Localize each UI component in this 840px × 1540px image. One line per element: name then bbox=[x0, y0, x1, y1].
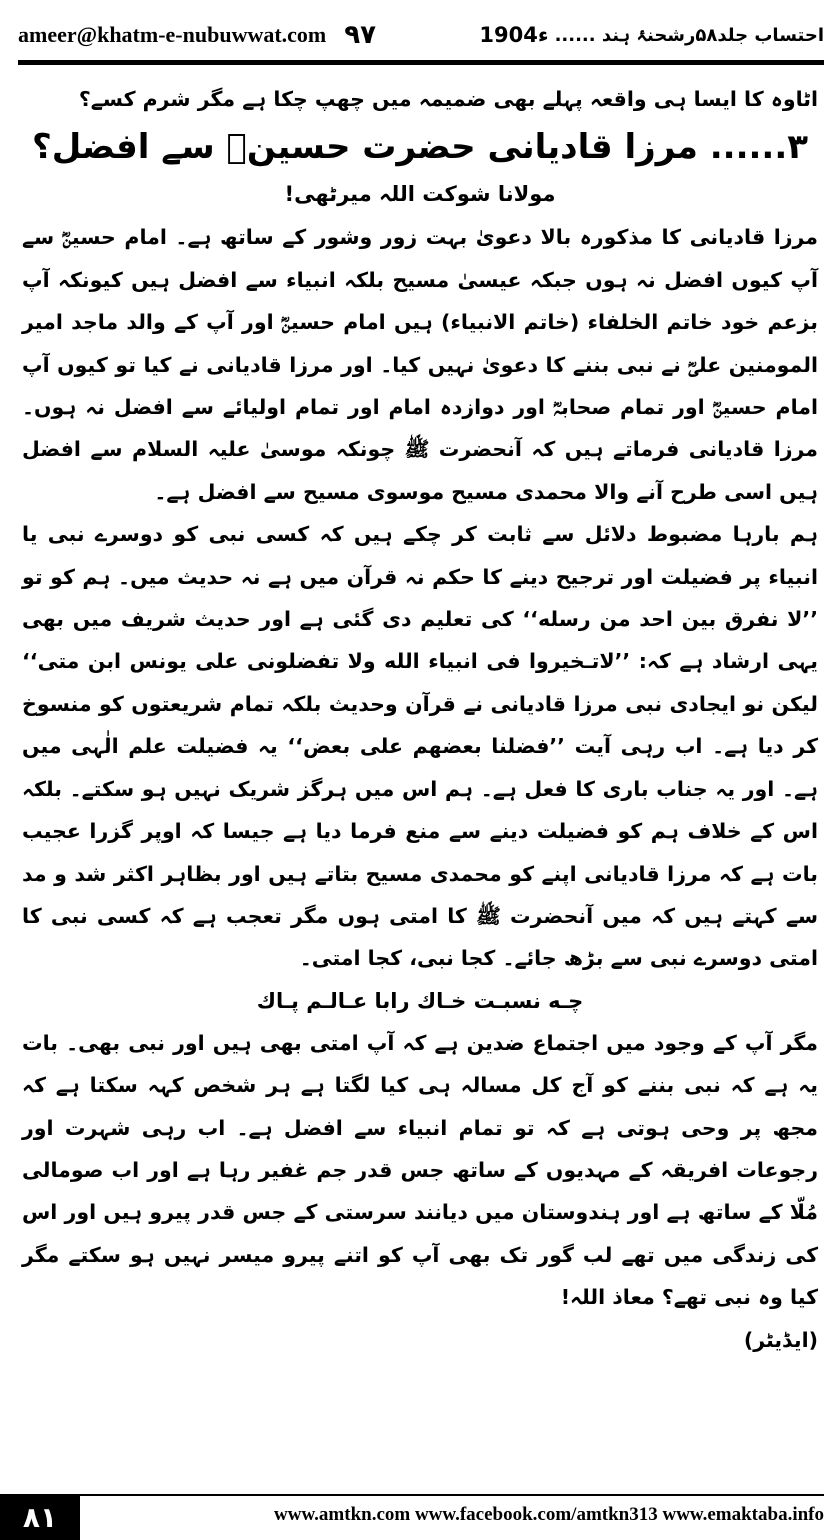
paragraph-1: مرزا قادیانی کا مذکورہ بالا دعویٰ بہت زور وشور کے ساتھ ہے۔ امام حسینؓ سے آپ کیوں افضل نہ ہوں جبکہ عیسیٰ مسیح بلکہ انبیاء سے افضل ہیں کیونکہ آپ بزعم خود خاتم الخلفاء (خاتم الانبیاء) ہیں امام حسینؓ اور آپ کے والد ماجد امیر المومنین علیؓ نے نبی بننے کا دعویٰ نہیں کیا۔ اور مرزا قادیانی نے کیا تو کیوں آپ امام حسینؓ اور تمام صحابہؓ اور دوازدہ امام اور تمام اولیائے سے افضل نہ ہوں۔ مرزا قادیانی فرماتے ہیں کہ آنحضرت ﷺ چونکہ موسیٰ علیہ السلام سے افضل ہیں اسی طرح آنے والا محمدی مسیح موسوی مسیح سے افضل ہے۔ bbox=[22, 225, 818, 504]
editor-signoff: (ایڈیٹر) bbox=[743, 1327, 818, 1352]
paragraph-2: ہم بارہا مضبوط دلائل سے ثابت کر چکے ہیں کہ کسی نبی کو دوسرے نبی یا انبیاء پر فضیلت اور ترجیح دینے کا حکم نہ قرآن میں ہے نہ حدیث میں۔ ہم کو تو ’’لا نفرق بين احد من رسله‘‘ کی تعلیم دی گئی ہے اور حدیث شریف میں بھی یہی ارشاد ہے کہ: ’’لاتـخيروا فی انبياء الله ولا تفضلونی علی يونس ابن متی‘‘ لیکن نو ایجادی نبی مرزا قادیانی نے قرآن وحدیث بلکہ تمام شریعتوں کو منسوخ کر دیا ہے۔ اب رہی آیت ’’فضلنا بعضهم علی بعض‘‘ یہ فضیلت علم الٰہی میں ہے۔ اور یہ جناب باری کا فعل ہے۔ ہم اس میں ہرگز شریک نہیں ہو سکتے۔ بلکہ اس کے خلاف ہم کو فضیلت دینے سے منع فرما دیا ہے جیسا کہ اوپر گزرا عجیب بات ہے کہ مرزا قادیانی اپنے کو محمدی مسیح بتاتے ہیں اور بظاہر اکثر شد و مد سے کہتے ہیں کہ میں آنحضرت ﷺ کا امتی ہوں مگر تعجب ہے کہ کسی نبی کا امتی دوسرے نبی سے بڑھ جائے۔ کجا نبی، کجا امتی۔ bbox=[22, 522, 818, 971]
header-volume-title: احتساب جلد۵۸رشحنۂ ہند ...... bbox=[554, 24, 824, 46]
article-heading: ۳...... مرزا قادیانی حضرت حسینؓ سے افضل؟ bbox=[31, 127, 809, 168]
page-header bbox=[18, 14, 824, 56]
article-byline: مولانا شوکت اللہ میرٹھی! bbox=[284, 182, 556, 207]
persian-verse: چـه نسبـت خـاك رابا عـالـم پـاك bbox=[256, 988, 584, 1013]
header-email: ameer@khatm-e-nubuwwat.com bbox=[18, 22, 327, 47]
footer-page-number: ۸۱ bbox=[0, 1494, 80, 1540]
header-year: 1904ء bbox=[479, 23, 549, 47]
intro-line: اٹاوہ کا ایسا ہی واقعہ پہلے بھی ضمیمہ میں چھپ چکا ہے مگر شرم کسے؟ bbox=[78, 87, 818, 111]
footer-rule bbox=[80, 1494, 824, 1496]
article-body bbox=[22, 78, 818, 1361]
header-rule bbox=[18, 60, 824, 65]
page-footer bbox=[0, 1490, 840, 1540]
header-running-title bbox=[479, 23, 824, 47]
header-page-number: ۹۷ bbox=[344, 20, 377, 50]
paragraph-3: مگر آپ کے وجود میں اجتماع ضدین ہے کہ آپ امتی بھی ہیں اور نبی بھی۔ بات یہ ہے کہ نبی بننے کو آج کل مسالہ ہی کیا لگتا ہے ہر شخص کہہ سکتا ہے کہ مجھ پر وحی ہوتی ہے کہ تو تمام انبیاء سے افضل ہے۔ اب رہی شہرت اور رجوعات افریقہ کے مہدیوں کے ساتھ جس قدر جم غفیر رہا ہے اور اب صومالی مُلّا کے ساتھ ہے اور ہندوستان میں دیانند سرستی کے جس قدر پیرو ہیں اور اس کی زندگی میں تھے لب گور تک بھی آپ کو اتنے پیرو میسر نہیں ہو سکتے مگر کیا وہ نبی تھے؟ معاذ اللہ! bbox=[22, 1030, 818, 1310]
footer-website-links: www.amtkn.com www.facebook.com/amtkn313 www.emaktaba.info bbox=[274, 1504, 824, 1525]
